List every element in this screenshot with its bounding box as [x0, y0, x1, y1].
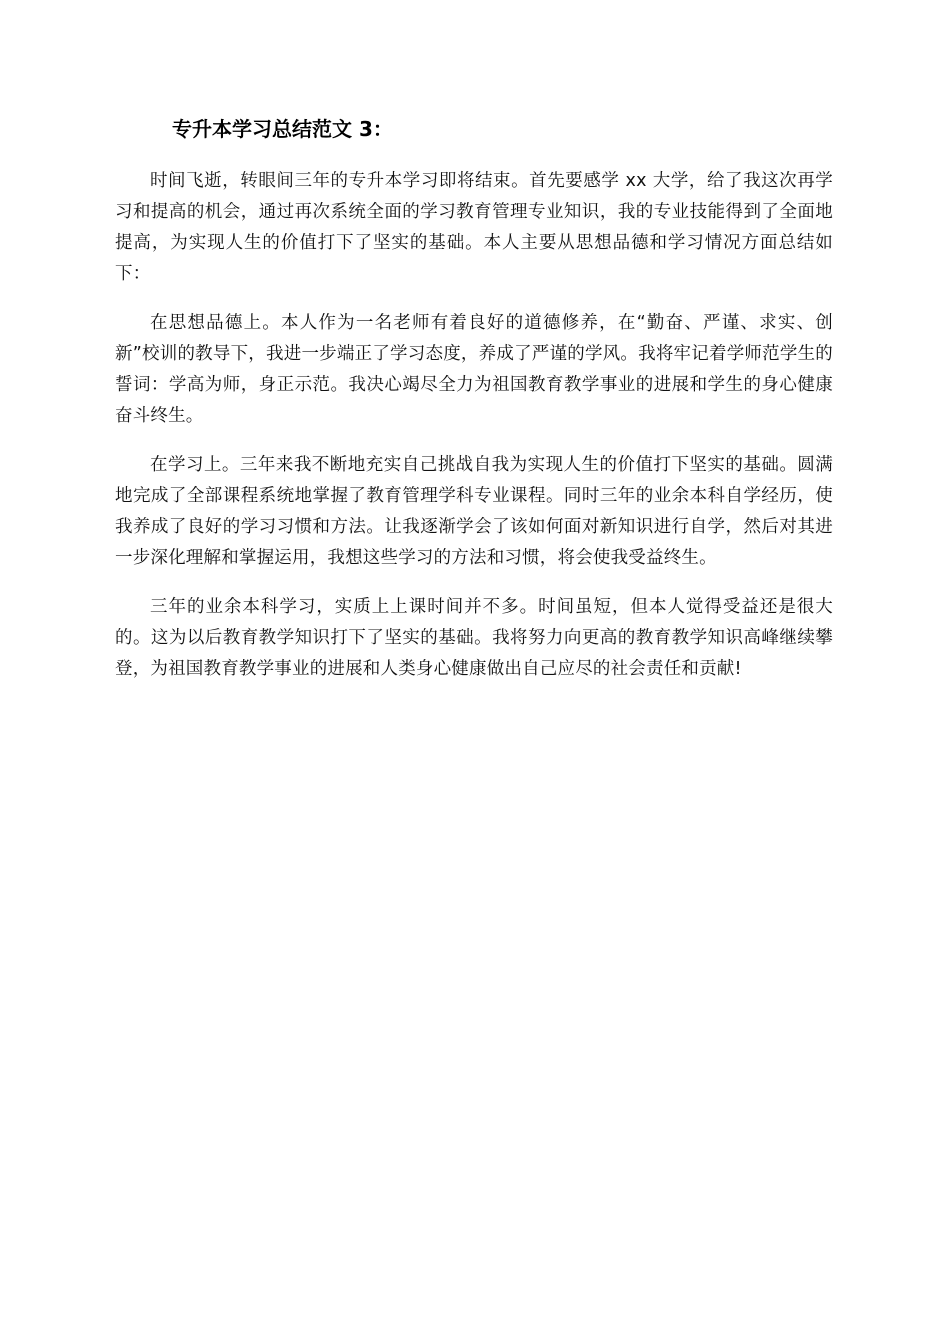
paragraph-study: 在学习上。三年来我不断地充实自己挑战自我为实现人生的价值打下坚实的基础。圆满地完成了全部课程系统地掌握了教育管理学科专业课程。同时三年的业余本科自学经历，使我养成了良好的学习习惯和方法。让我逐渐学会了该如何面对新知识进行自学，然后对其进一步深化理解和掌握运用，我想这些学习的方法和习惯，将会使我受益终生。	[115, 455, 833, 568]
paragraph-conclusion: 三年的业余本科学习，实质上上课时间并不多。时间虽短，但本人觉得受益还是很大的。这为以后教育教学知识打下了坚实的基础。我将努力向更高的教育教学知识高峰继续攀登，为祖国教育教学事业的进展和人类身心健康做出自己应尽的社会责任和贡献!	[115, 597, 833, 679]
document-title: 专升本学习总结范文 3：	[172, 117, 393, 141]
document-body	[115, 166, 833, 703]
paragraph-intro: 时间飞逝，转眼间三年的专升本学习即将结束。首先要感学 xx 大学，给了我这次再学习和提高的机会，通过再次系统全面的学习教育管理专业知识，我的专业技能得到了全面地提高，为实现人生的价值打下了坚实的基础。本人主要从思想品德和学习情况方面总结如下：	[115, 171, 833, 284]
paragraph-moral-character: 在思想品德上。本人作为一名老师有着良好的道德修养，在“勤奋、严谨、求实、创新”校训的教导下，我进一步端正了学习态度，养成了严谨的学风。我将牢记着学师范学生的誓词：学高为师，身正示范。我决心竭尽全力为祖国教育教学事业的进展和学生的身心健康奋斗终生。	[115, 313, 833, 426]
